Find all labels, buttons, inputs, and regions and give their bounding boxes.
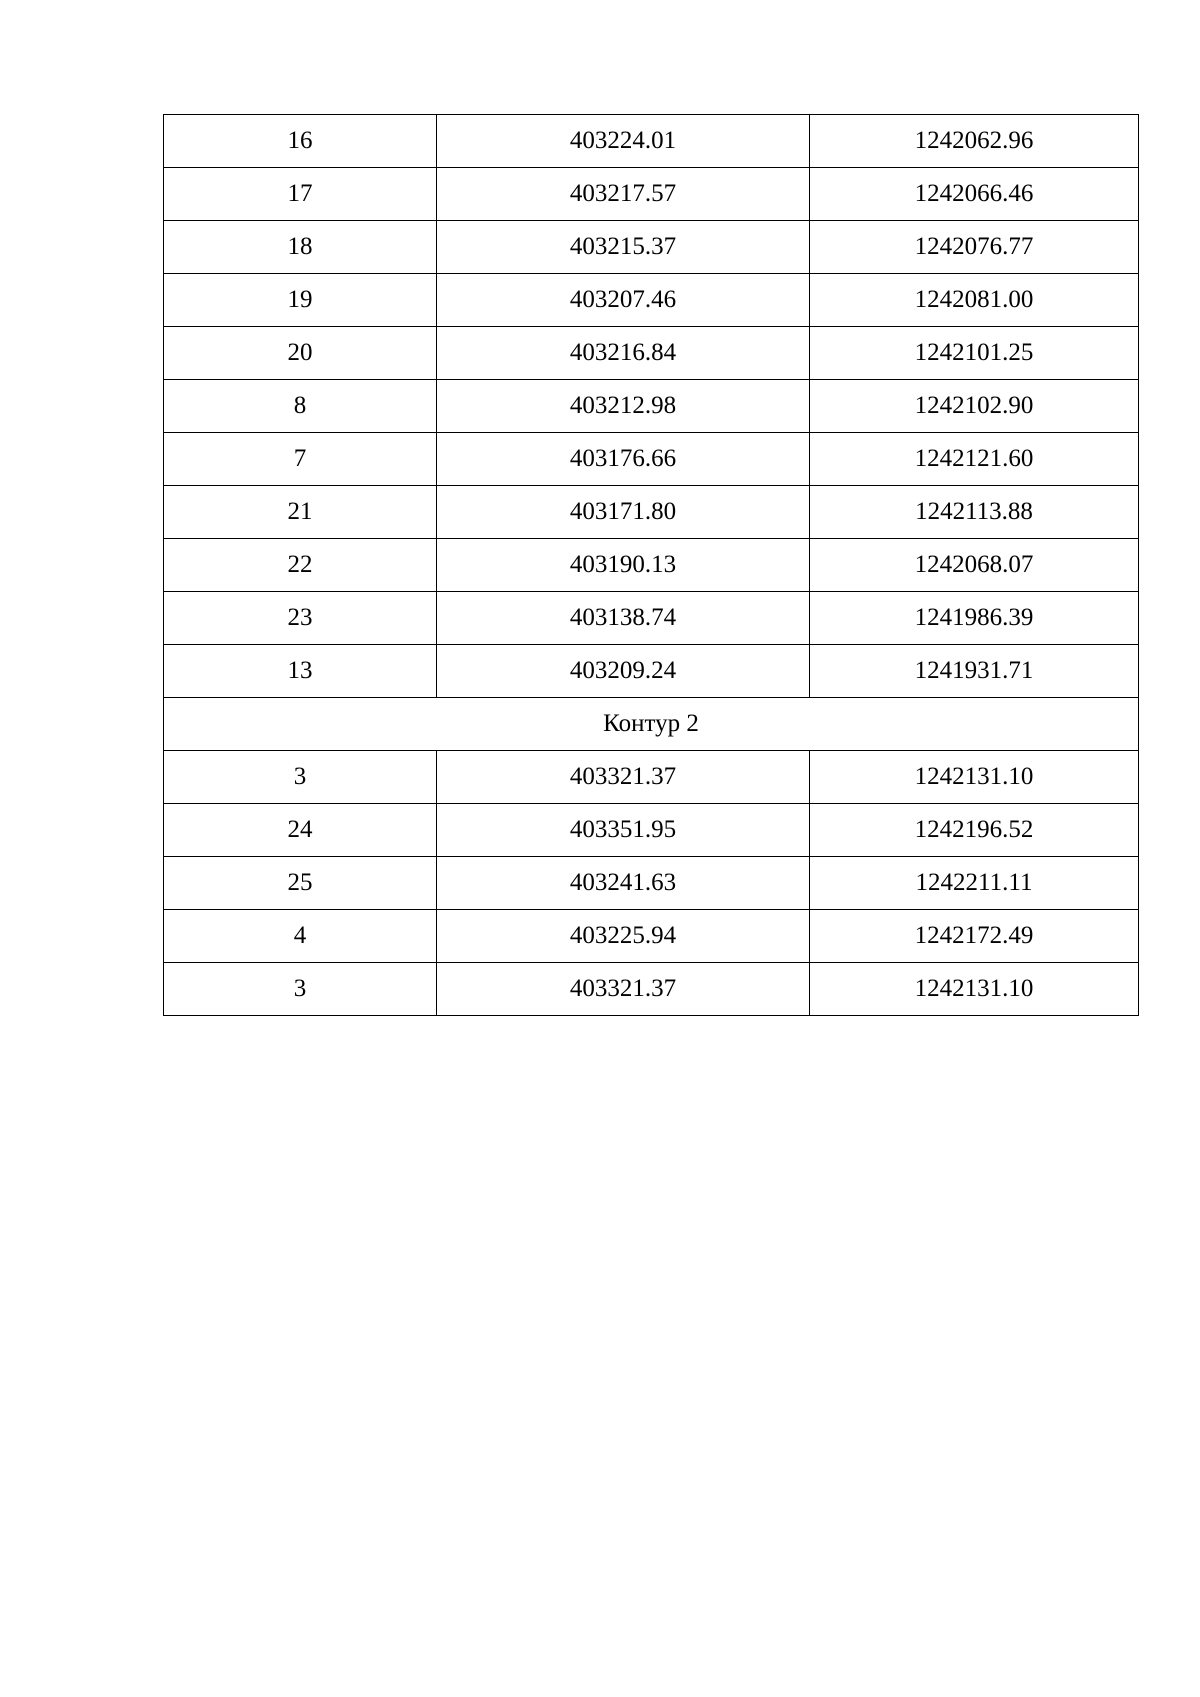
point-number: 20 [164,327,437,380]
point-number: 24 [164,804,437,857]
table-row [164,486,1139,539]
point-number: 18 [164,221,437,274]
table-row [164,380,1139,433]
coord-y: 1242076.77 [810,221,1139,274]
coord-x: 403225.94 [437,910,810,963]
point-number: 22 [164,539,437,592]
point-number: 25 [164,857,437,910]
coord-x: 403216.84 [437,327,810,380]
coord-x: 403217.57 [437,168,810,221]
table-row [164,910,1139,963]
coord-x: 403224.01 [437,115,810,168]
coord-y: 1242121.60 [810,433,1139,486]
section-row [164,698,1139,751]
coord-x: 403207.46 [437,274,810,327]
coord-x: 403212.98 [437,380,810,433]
coord-y: 1242172.49 [810,910,1139,963]
coord-y: 1242062.96 [810,115,1139,168]
table-row [164,327,1139,380]
coord-x: 403321.37 [437,751,810,804]
point-number: 23 [164,592,437,645]
point-number: 17 [164,168,437,221]
coord-y: 1242066.46 [810,168,1139,221]
coord-x: 403321.37 [437,963,810,1016]
coord-y: 1242102.90 [810,380,1139,433]
coord-x: 403190.13 [437,539,810,592]
point-number: 3 [164,751,437,804]
coord-x: 403209.24 [437,645,810,698]
coord-y: 1242068.07 [810,539,1139,592]
point-number: 16 [164,115,437,168]
table-row [164,804,1139,857]
point-number: 13 [164,645,437,698]
coord-y: 1242113.88 [810,486,1139,539]
table-row [164,274,1139,327]
table-row [164,539,1139,592]
coord-y: 1242211.11 [810,857,1139,910]
point-number: 21 [164,486,437,539]
table-row [164,433,1139,486]
point-number: 19 [164,274,437,327]
coord-x: 403351.95 [437,804,810,857]
point-number: 7 [164,433,437,486]
contour-label: Контур 2 [164,698,1139,751]
table-row [164,857,1139,910]
coord-x: 403171.80 [437,486,810,539]
coord-x: 403138.74 [437,592,810,645]
table-row [164,168,1139,221]
coord-x: 403176.66 [437,433,810,486]
coord-y: 1241931.71 [810,645,1139,698]
point-number: 4 [164,910,437,963]
coord-y: 1242196.52 [810,804,1139,857]
table-row [164,751,1139,804]
table-row [164,221,1139,274]
table-row [164,963,1139,1016]
coord-y: 1242081.00 [810,274,1139,327]
table-row [164,115,1139,168]
coord-y: 1242131.10 [810,751,1139,804]
point-number: 8 [164,380,437,433]
coord-y: 1242101.25 [810,327,1139,380]
table-row [164,592,1139,645]
coord-y: 1242131.10 [810,963,1139,1016]
coord-y: 1241986.39 [810,592,1139,645]
coord-x: 403241.63 [437,857,810,910]
point-number: 3 [164,963,437,1016]
coordinates-table [163,114,1139,1016]
coord-x: 403215.37 [437,221,810,274]
table-row [164,645,1139,698]
